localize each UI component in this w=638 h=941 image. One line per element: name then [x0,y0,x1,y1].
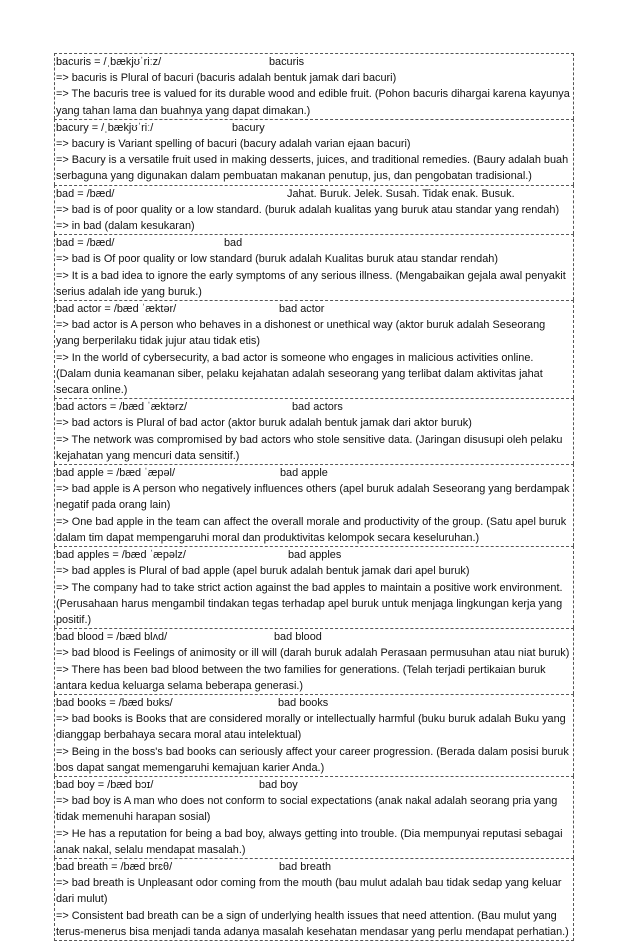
headword-pronunciation: bad actors = /bæd ˈæktərz/ [56,401,188,414]
headword-pronunciation: bacury = /ˌbækjʊˈriː/ [56,121,154,134]
dictionary-entry [54,628,574,694]
entry-definition-line: => bacuris is Plural of bacuri (bacuris adalah bentuk jamak dari bacuri) [56,72,397,85]
headword-translation: bad actor [279,303,325,316]
entry-definition-line: => bad apples is Plural of bad apple (apel buruk adalah bentuk jamak dari apel buruk) [56,565,470,578]
headword-pronunciation: bad breath = /bæd brɛθ/ [56,860,173,873]
entry-header [56,547,571,563]
entry-definition-line: => Being in the boss's bad books can seriously affect your career progression. (Berada dalam posisi buruk bos dapat sangat memengaruhi kemajuan karier Anda.) [56,745,569,774]
headword-translation: bad apples [288,549,342,562]
entry-definition-line: => The company had to take strict action against the bad apples to maintain a positive work environment. (Perusahaan harus mengambil tindakan tegas terhadap apel buruk untuk menjaga lingkungan kerja yang positif.) [56,581,563,626]
headword-translation: Jahat. Buruk. Jelek. Susah. Tidak enak. Busuk. [287,187,515,200]
dictionary-entry [54,694,574,776]
headword-pronunciation: bad apple = /bæd ˈæpəl/ [56,467,175,480]
headword-pronunciation: bad = /bæd/ [56,187,115,200]
entry-definition-line: => In the world of cybersecurity, a bad actor is someone who engages in malicious activities online. (Dalam dunia keamanan siber, pelaku kejahatan adalah seseorang yang terlibat dalam aktivitas jahat secara online.) [56,351,543,397]
headword-pronunciation: bad books = /bæd bʊks/ [56,696,173,709]
dictionary-entry [54,119,574,185]
entry-header [56,235,571,251]
dictionary-entry [54,398,574,464]
entry-definition-line: => It is a bad idea to ignore the early symptoms of any serious illness. (Mengabaikan gejala awal penyakit serius adalah ide yang buruk.) [56,269,566,298]
entry-definition-line: => Bacury is a versatile fruit used in making desserts, juices, and traditional remedies. (Baury adalah buah serbaguna yang digunakan dalam pembuatan makanan penutup, jus, dan pengobatan tradisional.) [56,154,569,183]
entry-definition-line: => There has been bad blood between the two families for generations. (Telah terjadi pertikaian buruk antara kedua keluarga selama beberapa generasi.) [56,663,546,692]
headword-translation: bad apple [280,467,328,480]
dictionary-entry [54,546,574,628]
entry-definition-line: => bad actor is A person who behaves in a dishonest or unethical way (aktor buruk adalah Seseorang yang berperilaku tidak jujur atau tidak etis) [56,319,546,348]
entry-definition-line: => One bad apple in the team can affect the overall morale and productivity of the group. (Satu apel buruk dalam tim dapat mempengaruhi moral dan produktivitas kelompok secara keseluruhan.) [56,515,567,544]
headword-translation: bad books [278,696,329,709]
headword-translation: bad blood [274,631,322,644]
entry-header [56,695,571,711]
entry-definition-line: => bad boy is A man who does not conform to social expectations (anak nakal adalah seorang pria yang tidak memenuhi harapan sosial) [56,795,558,824]
entry-header [56,629,571,645]
entry-definition-line: => Consistent bad breath can be a sign of underlying health issues that need attention. (Bau mulut yang terus-menerus bisa menjadi tanda adanya masalah kesehatan mendasar yang perlu mendapat perhatian.) [56,909,569,938]
entry-definition-line: => bad breath is Unpleasant odor coming from the mouth (bau mulut adalah bau tidak sedap yang keluar dari mulut) [56,877,562,906]
entry-definition-line: => bad books is Books that are considered morally or intellectually harmful (buku buruk adalah Buku yang dianggap berbahaya secara moral atau intelektual) [56,713,566,742]
headword-pronunciation: bad = /bæd/ [56,237,115,250]
headword-translation: bacury [232,121,265,134]
entry-definition-line: => He has a reputation for being a bad boy, always getting into trouble. (Dia mempunyai reputasi sebagai anak nakal, selalu mendapat masalah.) [56,827,563,856]
headword-translation: bad breath [279,860,332,873]
dictionary-entry [54,185,574,235]
headword-translation: bad actors [292,401,343,414]
headword-pronunciation: bad apples = /bæd ˈæpəlz/ [56,549,186,562]
entry-definition-line: => bad apple is A person who negatively influences others (apel buruk adalah Seseorang yang berdampak negatif pada orang lain) [56,483,570,512]
entry-definition-line: => bacury is Variant spelling of bacuri (bacury adalah varian ejaan bacuri) [56,138,411,151]
dictionary-entry [54,776,574,858]
dictionary-entry [54,464,574,546]
headword-translation: bad boy [259,778,298,791]
entry-definition-line: => The bacuris tree is valued for its durable wood and edible fruit. (Pohon bacuris dihargai karena kayunya yang tahan lama dan buahnya yang dapat dimakan.) [56,88,570,117]
entry-definition-line: => bad blood is Feelings of animosity or ill will (darah buruk adalah Perasaan permusuhan atau niat buruk) [56,647,570,660]
dictionary-entry [54,858,574,941]
entry-header [56,777,571,793]
entry-header [56,186,571,202]
entry-header [56,465,571,481]
dictionary-entry [54,234,574,300]
entry-header [56,859,571,875]
entry-header [56,120,571,136]
entry-definition-line: => bad is of poor quality or a low standard. (buruk adalah kualitas yang buruk atau standar yang rendah) [56,203,560,216]
headword-translation: bad [224,237,243,250]
entry-header [56,54,571,70]
dictionary-document [54,53,574,941]
headword-pronunciation: bad actor = /bæd ˈæktər/ [56,303,177,316]
dictionary-entry [54,300,574,398]
entry-header [56,399,571,415]
entry-definition-line: => in bad (dalam kesukaran) [56,220,195,233]
entry-definition-line: => bad actors is Plural of bad actor (aktor buruk adalah bentuk jamak dari aktor buruk) [56,417,472,430]
dictionary-entry [54,53,574,119]
headword-translation: bacuris [269,56,305,68]
entry-definition-line: => The network was compromised by bad actors who stole sensitive data. (Jaringan disusupi oleh pelaku kejahatan yang mencuri data sensitif.) [56,433,563,462]
entry-definition-line: => bad is Of poor quality or low standard (buruk adalah Kualitas buruk atau standar rendah) [56,253,498,266]
headword-pronunciation: bad boy = /bæd bɔɪ/ [56,778,154,791]
headword-pronunciation: bad blood = /bæd blʌd/ [56,631,168,644]
headword-pronunciation: bacuris = /ˌbækjʊˈriːz/ [56,56,162,68]
entry-header [56,301,571,317]
